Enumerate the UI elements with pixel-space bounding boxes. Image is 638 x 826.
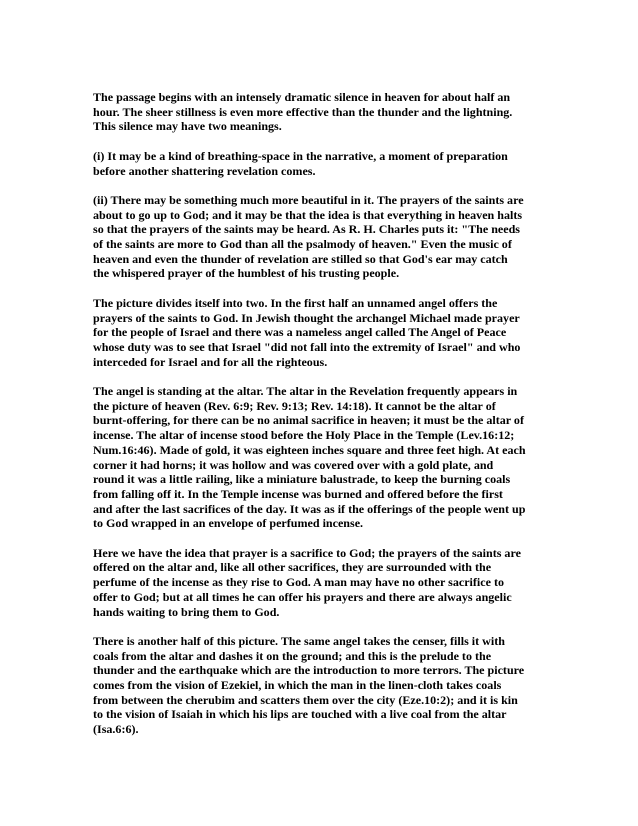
paragraph-prayer-as-sacrifice: [93, 546, 548, 620]
paragraph-unnamed-angel: [93, 296, 548, 370]
text-line: thunder and the earthquake which are the introduction to more terrors. The picture: [93, 663, 525, 678]
text-line: burnt-offering, for there can be no animal sacrifice in heaven; it must be the altar of: [93, 413, 524, 428]
text-line: of the saints are more to God than all the psalmody of heaven." Even the music of: [93, 237, 512, 251]
text-line: the picture of heaven (Rev. 6:9; Rev. 9:13; Rev. 14:18). It cannot be the altar of: [93, 398, 496, 413]
paragraph-altar-of-incense: [93, 384, 548, 531]
text-line: corner it had horns; it was hollow and was covered over with a gold plate, and: [93, 457, 494, 472]
text-line: There is another half of this picture. The same angel takes the censer, fills it with: [93, 633, 505, 648]
text-line: to the vision of Isaiah in which his lips are touched with a live coal from the altar: [93, 707, 507, 722]
text-line: offered on the altar and, like all other sacrifices, they are surrounded with the: [93, 560, 492, 575]
text-line: (Isa.6:6).: [93, 722, 139, 737]
text-line: The passage begins with an intensely dramatic silence in heaven for about half an: [93, 90, 511, 104]
text-line: coals from the altar and dashes it on the ground; and this is the prelude to the: [93, 648, 492, 663]
text-line: interceded for Israel and for all the righteous.: [93, 354, 328, 369]
text-line: for the people of Israel and there was a nameless angel called The Angel of Peace: [93, 325, 507, 340]
text-line: prayers of the saints to God. In Jewish thought the archangel Michael made prayer: [93, 310, 520, 325]
text-line: incense. The altar of incense stood before the Holy Place in the Temple (Lev.16:12;: [93, 428, 515, 443]
paragraph-censer-and-coals: [93, 634, 548, 737]
text-line: The angel is standing at the altar. The altar in the Revelation frequently appears in: [93, 384, 518, 398]
text-line: offer to God; but at all times he can offer his prayers and there are always angelic: [93, 589, 512, 604]
text-line: the whispered prayer of the humblest of his trusting people.: [93, 266, 400, 281]
text-line: round it was a little railing, like a miniature balustrade, to keep the burning coals: [93, 472, 511, 487]
text-line: from between the cherubim and scatters them over the city (Eze.10:2); and it is kin: [93, 692, 518, 707]
text-line: (ii) There may be something much more beautiful in it. The prayers of the saints are: [93, 192, 524, 207]
text-line: whose duty was to see that Israel "did not fall into the extremity of Israel" and who: [93, 339, 521, 354]
paragraph-silence-in-heaven: [93, 90, 548, 134]
text-line: before another shattering revelation comes.: [93, 163, 316, 178]
text-line: to God wrapped in an envelope of perfumed incense.: [93, 516, 364, 531]
text-line: perfume of the incense as they rise to God. A man may have no other sacrifice to: [93, 575, 504, 590]
text-line: heaven and even the thunder of revelation are stilled so that God's ear may catch: [93, 251, 508, 266]
text-line: and after the last sacrifices of the day. It was as if the offerings of the people went up: [93, 501, 526, 516]
text-line: hour. The sheer stillness is even more effective than the thunder and the lightning.: [93, 104, 513, 119]
text-line: Num.16:46). Made of gold, it was eighteen inches square and three feet high. At each: [93, 442, 526, 457]
paragraph-meaning-one: [93, 149, 548, 178]
text-line: about to go up to God; and it may be that the idea is that everything in heaven halts: [93, 207, 523, 222]
text-line: The picture divides itself into two. In the first half an unnamed angel offers the: [93, 295, 498, 310]
text-line: This silence may have two meanings.: [93, 119, 282, 134]
text-line: Here we have the idea that prayer is a sacrifice to God; the prayers of the saints are: [93, 545, 521, 560]
text-line: hands waiting to bring them to God.: [93, 604, 280, 619]
text-line: so that the prayers of the saints may be heard. As R. H. Charles puts it: "The needs: [93, 222, 520, 237]
text-line: comes from the vision of Ezekiel, in which the man in the linen-cloth takes coals: [93, 678, 502, 693]
text-line: (i) It may be a kind of breathing-space in the narrative, a moment of preparation: [93, 148, 508, 163]
paragraph-meaning-two: [93, 193, 548, 281]
document-body: [93, 90, 548, 752]
text-line: from falling off it. In the Temple incense was burned and offered before the first: [93, 486, 503, 501]
